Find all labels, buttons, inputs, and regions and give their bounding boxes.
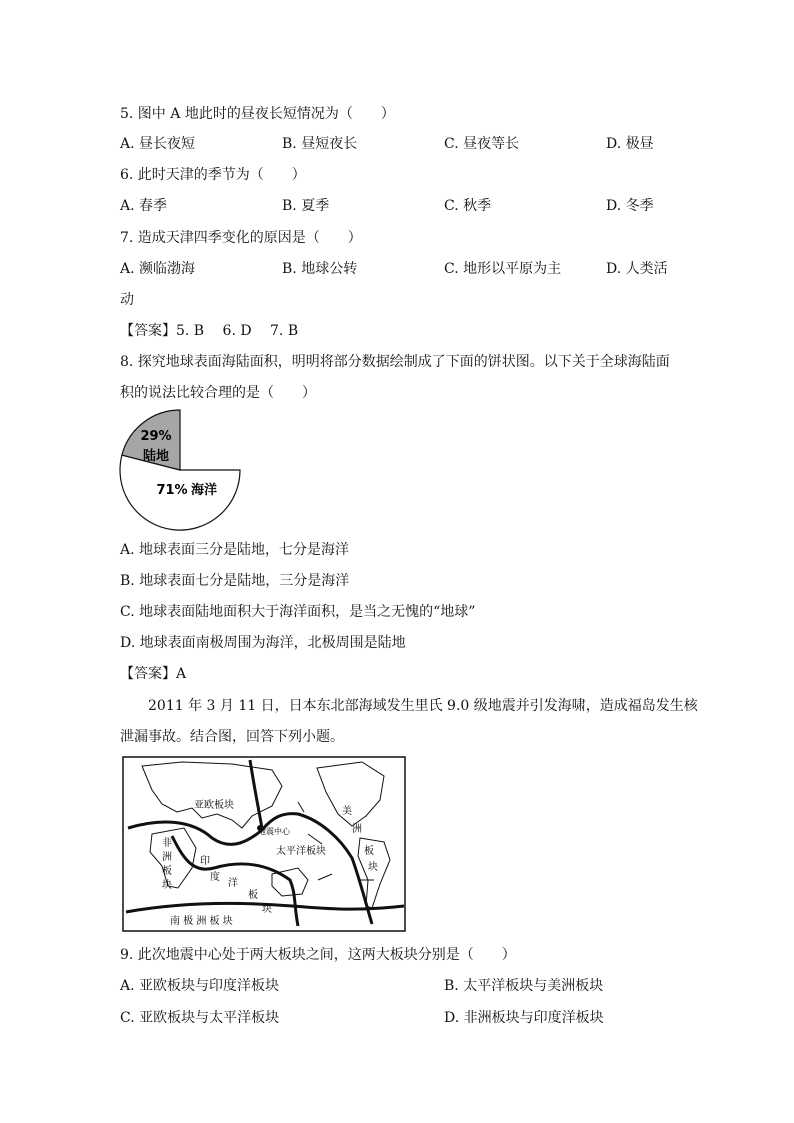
q8-option-a[interactable]: A. 地球表面三分是陆地，七分是海洋 <box>120 542 350 558</box>
q9-option-b[interactable]: B. 太平洋板块与美洲板块 <box>444 978 604 994</box>
q6-option-c[interactable]: C. 秋季 <box>444 198 492 214</box>
plate-map <box>122 756 406 932</box>
passage-line1: 2011 年 3 月 11 日，日本东北部海域发生里氏 9.0 级地震并引发海啸，造成福岛发生核 <box>148 698 698 714</box>
label-pacific-plate: 太平洋板块 <box>276 846 326 857</box>
q7-stem: 7. 造成天津四季变化的原因是（ ） <box>120 230 362 246</box>
label-eurasia-plate: 亚欧板块 <box>194 800 234 811</box>
label-indian-2: 度 <box>210 872 220 883</box>
q5-option-a[interactable]: A. 昼长夜短 <box>120 136 196 152</box>
q7-option-a[interactable]: A. 濒临渤海 <box>120 261 196 277</box>
q6-option-a[interactable]: A. 春季 <box>120 198 168 214</box>
q5-option-b[interactable]: B. 昼短夜长 <box>282 136 358 152</box>
q7-option-d-wrap: 动 <box>120 292 134 308</box>
label-indian-4: 板 <box>248 890 258 901</box>
label-antarctic-plate: 南 极 洲 板 块 <box>170 916 233 927</box>
q9-stem: 9. 此次地震中心处于两大板块之间，这两大板块分别是（ ） <box>120 947 516 963</box>
q9-option-d[interactable]: D. 非洲板块与印度洋板块 <box>444 1010 604 1026</box>
pie-land-label: 陆地 <box>142 449 170 464</box>
pie-ocean-pct: 71% <box>156 483 188 498</box>
label-america-4: 块 <box>368 862 378 873</box>
pie-chart <box>118 408 242 532</box>
label-africa-4: 块 <box>162 880 172 891</box>
label-america-2: 洲 <box>352 824 362 835</box>
q7-option-b[interactable]: B. 地球公转 <box>282 261 358 277</box>
pie-land-pct: 29% <box>140 429 172 444</box>
q6-option-b[interactable]: B. 夏季 <box>282 198 330 214</box>
label-epicenter: 地震中心 <box>258 827 290 836</box>
q8-option-b[interactable]: B. 地球表面七分是陆地，三分是海洋 <box>120 573 350 589</box>
label-indian-1: 印 <box>200 856 210 867</box>
q7-option-c[interactable]: C. 地形以平原为主 <box>444 261 562 277</box>
answer-5-7: 【答案】5. B 6. D 7. B <box>120 323 299 339</box>
label-indian-5: 块 <box>262 904 272 915</box>
q5-option-c[interactable]: C. 昼夜等长 <box>444 136 520 152</box>
passage-line2: 泄漏事故。结合图，回答下列小题。 <box>120 729 344 745</box>
q9-option-c[interactable]: C. 亚欧板块与太平洋板块 <box>120 1010 280 1026</box>
label-africa-2: 洲 <box>162 852 172 863</box>
label-indian-3: 洋 <box>228 878 238 889</box>
q5-option-d[interactable]: D. 极昼 <box>606 136 654 152</box>
q8-option-d[interactable]: D. 地球表面南极周围为海洋，北极周围是陆地 <box>120 635 406 651</box>
label-africa-3: 板 <box>162 866 172 877</box>
q5-stem: 5. 图中 A 地此时的昼夜长短情况为（ ） <box>120 106 395 122</box>
q8-option-c[interactable]: C. 地球表面陆地面积大于海洋面积，是当之无愧的“地球” <box>120 604 476 620</box>
q8-stem-line2: 积的说法比较合理的是（ ） <box>120 385 316 401</box>
pie-ocean-label: 海洋 <box>190 483 218 498</box>
q6-option-d[interactable]: D. 冬季 <box>606 198 654 214</box>
q6-stem: 6. 此时天津的季节为（ ） <box>120 167 306 183</box>
q7-option-d[interactable]: D. 人类活 <box>606 261 668 277</box>
label-africa-1: 非 <box>162 838 172 849</box>
label-america-1: 美 <box>342 806 352 817</box>
answer-8: 【答案】A <box>120 666 187 682</box>
q9-option-a[interactable]: A. 亚欧板块与印度洋板块 <box>120 978 280 994</box>
q8-stem-line1: 8. 探究地球表面海陆面积，明明将部分数据绘制成了下面的饼状图。以下关于全球海陆面 <box>120 354 670 370</box>
label-america-3: 板 <box>364 846 374 857</box>
